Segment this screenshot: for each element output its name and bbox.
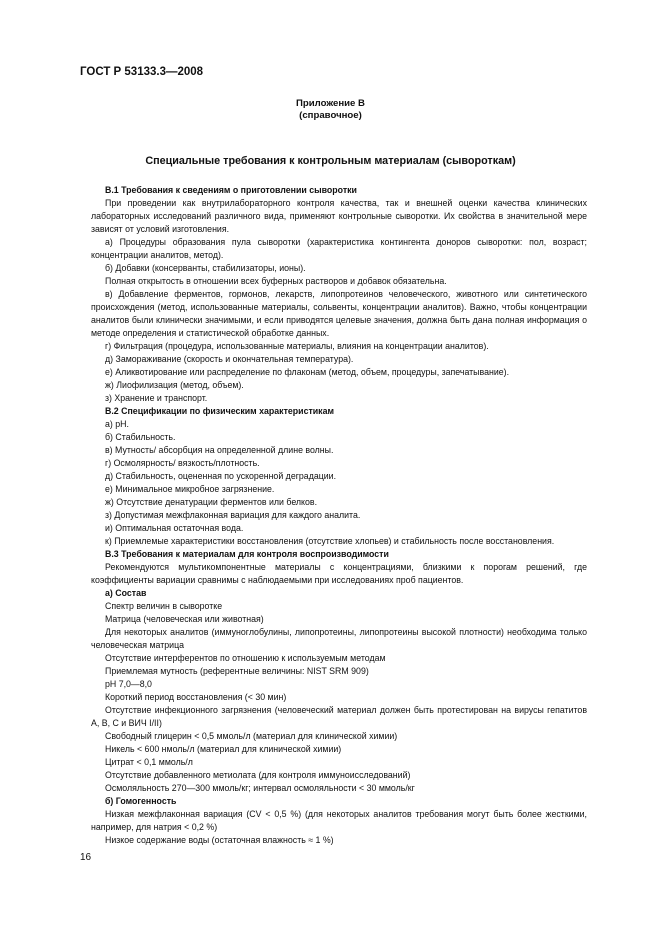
- list-item: д) Стабильность, оцененная по ускоренной деградации.: [105, 471, 337, 481]
- list-item: б) Стабильность.: [105, 432, 176, 442]
- list-item: Для некоторых аналитов (иммуноглобулины, липопротеины, липопротеины высокой плотности) необходима только человеческая матрица: [91, 627, 587, 650]
- section-heading-b3: B.3 Требования к материалам для контроля воспроизводимости: [105, 549, 389, 559]
- section-heading-b1: B.1 Требования к сведениям о приготовлении сыворотки: [105, 185, 357, 195]
- list-item: б) Добавки (консерванты, стабилизаторы, ионы).: [105, 263, 306, 273]
- document-id: ГОСТ Р 53133.3—2008: [80, 66, 204, 78]
- annex-label: [0, 98, 661, 121]
- list-item: Никель < 600 нмоль/л (материал для клинической химии): [105, 744, 342, 754]
- list-item: Отсутствие добавленного метиолата (для контроля иммуноисследований): [105, 770, 411, 780]
- list-item: ж) Отсутствие денатурации ферментов или белков.: [105, 497, 318, 507]
- list-item: е) Минимальное микробное загрязнение.: [105, 484, 275, 494]
- page-title: Специальные требования к контрольным материалам (сывороткам): [145, 155, 516, 167]
- subsection-heading-composition: а) Состав: [105, 588, 147, 598]
- list-item: е) Аликвотирование или распределение по флаконам (метод, объем, процедуры, запечатывание).: [105, 367, 510, 377]
- list-item: Осмоляльность 270—300 ммоль/кг; интервал осмоляльности < 30 ммоль/кг: [105, 783, 415, 793]
- list-item: Отсутствие интерферентов по отношению к используемым методам: [105, 653, 386, 663]
- list-item: в) Мутность/ абсорбция на определенной длине волны.: [105, 445, 334, 455]
- section-heading-b2: B.2 Спецификации по физическим характеристикам: [105, 406, 334, 416]
- list-item: Короткий период восстановления (< 30 мин): [105, 692, 287, 702]
- list-item: з) Хранение и транспорт.: [105, 393, 208, 403]
- page-number: 16: [80, 852, 92, 863]
- paragraph: Полная открытость в отношении всех буферных растворов и добавок обязательна.: [105, 276, 447, 286]
- annex-title: Приложение В: [296, 98, 365, 109]
- list-item: ж) Лиофилизация (метод, объем).: [105, 380, 244, 390]
- list-item: г) Осмолярность/ вязкость/плотность.: [105, 458, 260, 468]
- list-item: Спектр величин в сыворотке: [105, 601, 223, 611]
- annex-type: (справочное): [299, 109, 362, 121]
- paragraph: При проведении как внутрилабораторного контроля качества, так и внешней оценки качества клинических лабораторных исследований различного вида, применяют контрольные сыворотки. Их свойства в значительной мере зависят от условий изготовления.: [91, 198, 587, 234]
- document-body: [91, 184, 587, 847]
- list-item: г) Фильтрация (процедура, использованные материалы, влияния на концентрации аналитов).: [105, 341, 489, 351]
- list-item: pH 7,0—8,0: [105, 679, 152, 689]
- list-item: з) Допустимая межфлаконная вариация для каждого аналита.: [105, 510, 361, 520]
- paragraph: Рекомендуются мультикомпонентные материалы с концентрациями, близкими к порогам решений, где коэффициенты вариации сравнимы с наблюдаемыми при исследованиях проб пациентов.: [91, 562, 587, 585]
- list-item: Низкое содержание воды (остаточная влажность ≈ 1 %): [105, 835, 334, 845]
- list-item: Матрица (человеческая или животная): [105, 614, 264, 624]
- list-item: Свободный глицерин < 0,5 ммоль/л (материал для клинической химии): [105, 731, 398, 741]
- list-item: к) Приемлемые характеристики восстановления (отсутствие хлопьев) и стабильность после восстановления.: [105, 536, 555, 546]
- subsection-heading-homogeneity: б) Гомогенность: [105, 796, 177, 806]
- list-item: в) Добавление ферментов, гормонов, лекарств, липопротеинов человеческого, животного или синтетического происхождения (метод, использованные материалы, сольвенты, концентрации аналитов). Важно, чтобы концентрации аналитов были клинически значимыми, и если приводятся целевые значения, должна быть дана полная информация о методе определения и статистической обработке данных.: [91, 289, 587, 338]
- list-item: а) Процедуры образования пула сыворотки (характеристика контингента доноров сыворотки: пол, возраст; концентрации аналитов, метод).: [91, 237, 587, 260]
- list-item: Приемлемая мутность (референтные величины: NIST SRM 909): [105, 666, 369, 676]
- list-item: Цитрат < 0,1 ммоль/л: [105, 757, 193, 767]
- list-item: Низкая межфлаконная вариация (CV < 0,5 %) (для некоторых аналитов требования могут быть более жесткими, например, для натрия < 0,2 %): [91, 809, 587, 832]
- list-item: а) pH.: [105, 419, 129, 429]
- list-item: Отсутствие инфекционного загрязнения (человеческий материал должен быть протестирован на вирусы гепатитов А, В, С и ВИЧ I/II): [91, 705, 587, 728]
- list-item: д) Замораживание (скорость и окончательная температура).: [105, 354, 354, 364]
- list-item: и) Оптимальная остаточная вода.: [105, 523, 244, 533]
